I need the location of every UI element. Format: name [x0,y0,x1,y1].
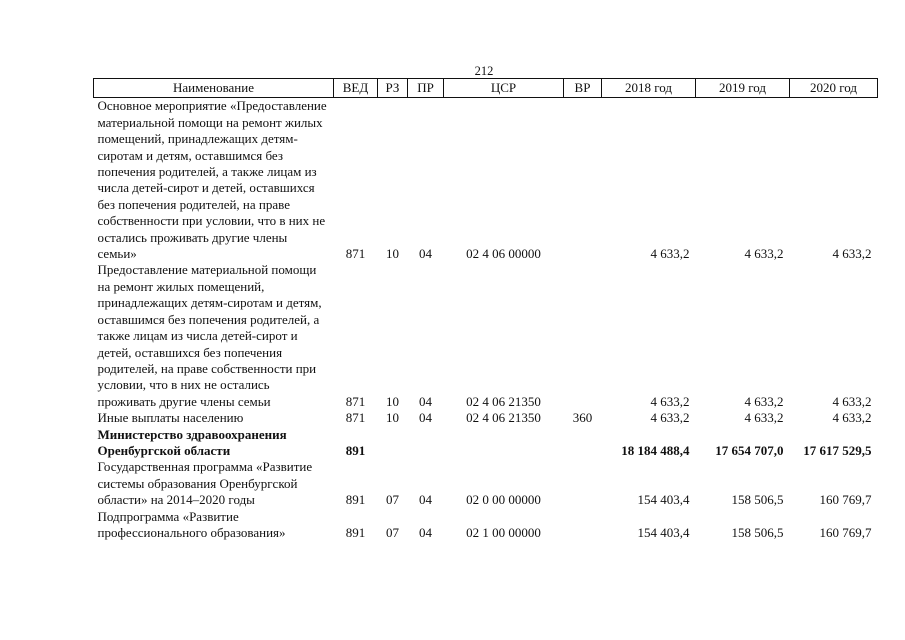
table-row [94,262,878,410]
row-ved: 871 [345,393,366,409]
table-header-row [94,79,878,98]
header-ved: ВЕД [334,79,378,98]
row-vr [564,262,602,410]
row-csr: 02 1 00 00000 [466,524,541,540]
row-2019: 4 633,2 [744,246,784,262]
row-rz: 10 [386,246,399,262]
row-vr [564,459,602,508]
row-name: Министерство здравоохранения Оренбургской области [97,426,287,458]
row-name: Государственная программа «Развитие системы образования Оренбургской области» на 2014–2020 годы [97,459,313,508]
row-vr [564,427,602,460]
row-2018: 4 633,2 [650,410,690,426]
row-2018: 18 184 488,4 [621,442,690,458]
row-rz: 07 [386,524,399,540]
row-csr: 02 4 06 21350 [466,410,541,426]
row-2020: 160 769,7 [819,524,872,540]
row-pr: 04 [419,410,432,426]
row-vr: 360 [572,410,593,426]
row-2018: 154 403,4 [637,492,690,508]
row-2020: 160 769,7 [819,492,872,508]
row-rz: 07 [386,492,399,508]
row-name: Подпрограмма «Развитие профессионального образования» [97,508,286,540]
row-2020: 4 633,2 [832,410,872,426]
row-csr: 02 4 06 00000 [466,246,541,262]
row-ved: 891 [345,524,366,540]
row-2018: 154 403,4 [637,524,690,540]
row-2018: 4 633,2 [650,246,690,262]
row-ved: 891 [345,442,366,458]
row-rz: 10 [386,393,399,409]
header-year-2019: 2019 год [696,79,790,98]
row-name: Основное мероприятие «Предоставление материальной помощи на ремонт жилых помещений, принадлежащих детям-сиротам и детям, оставшимся без попечения родителей, а также лицам из числа детей-сирот и детей, оставшихся без попечения родителей, на праве собственности при условии, что в них не остались проживать другие члены семьи» [97,98,327,262]
row-vr [564,509,602,542]
row-pr: 04 [419,393,432,409]
row-2020: 4 633,2 [832,393,872,409]
row-csr: 02 4 06 21350 [466,393,541,409]
row-pr: 04 [419,492,432,508]
header-rz: РЗ [378,79,408,98]
header-name: Наименование [94,79,334,98]
header-year-2018: 2018 год [602,79,696,98]
row-2019: 17 654 707,0 [715,442,784,458]
header-vr: ВР [564,79,602,98]
table-row [94,410,878,426]
table-row [94,98,878,263]
row-rz [378,427,408,460]
row-rz: 10 [386,410,399,426]
row-2019: 158 506,5 [731,492,784,508]
header-csr: ЦСР [444,79,564,98]
header-pr: ПР [408,79,444,98]
row-pr: 04 [419,246,432,262]
header-year-2020: 2020 год [790,79,878,98]
row-2020: 4 633,2 [832,246,872,262]
budget-table [93,78,878,541]
row-pr: 04 [419,524,432,540]
row-2019: 158 506,5 [731,524,784,540]
row-ved: 871 [345,410,366,426]
row-name: Предоставление материальной помощи на ремонт жилых помещений, принадлежащих детям-сиротам и детям, оставшимся без попечения родителей, а также лицам из числа детей-сирот и детей, оставшихся без попечения родителей, на праве собственности при условии, что в них не остались проживать другие члены семьи [97,262,322,409]
row-ved: 891 [345,492,366,508]
table-row [94,427,878,460]
table-row [94,509,878,542]
row-ved: 871 [345,246,366,262]
row-2020: 17 617 529,5 [803,442,872,458]
row-csr [444,427,564,460]
row-pr [408,427,444,460]
row-2018: 4 633,2 [650,393,690,409]
row-vr [564,98,602,263]
row-name: Иные выплаты населению [97,410,244,426]
row-csr: 02 0 00 00000 [466,492,541,508]
page-number: 212 [474,64,494,78]
row-2019: 4 633,2 [744,393,784,409]
row-2019: 4 633,2 [744,410,784,426]
table-row [94,459,878,508]
